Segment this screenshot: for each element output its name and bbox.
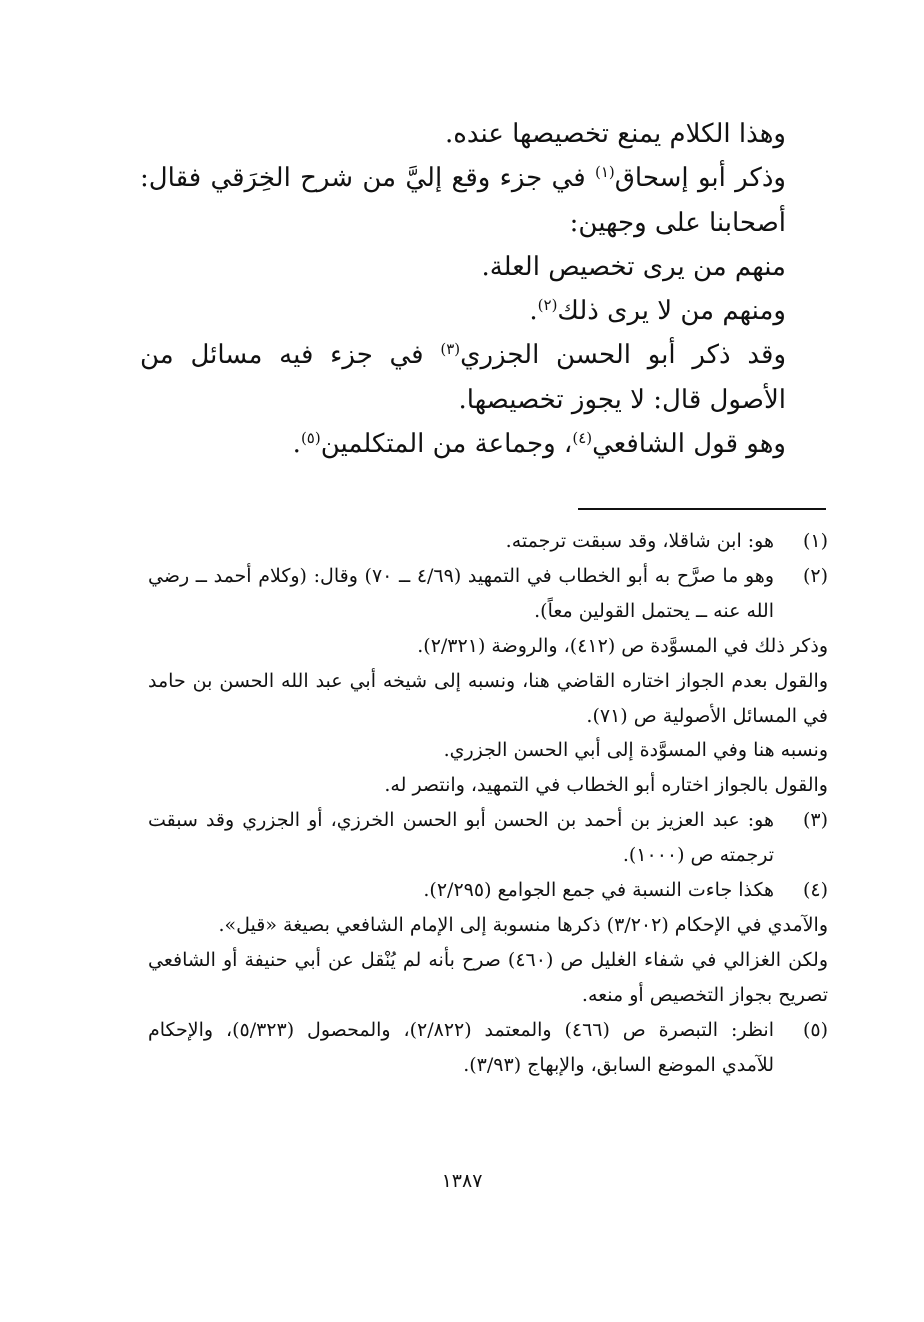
- main-text: [140, 112, 824, 466]
- main-paragraph: [140, 333, 824, 422]
- footnote-line: ونسبه هنا وفي المسوَّدة إلى أبي الحسن الجزري.: [443, 739, 828, 762]
- paragraph-text: وهذا الكلام يمنع تخصيصها عنده.: [444, 119, 786, 149]
- footnote-4: [148, 873, 828, 1013]
- footnote-number: (٤): [802, 879, 828, 902]
- paragraph-text: وقد ذكر أبو الحسن الجزري: [460, 340, 787, 371]
- footnote-line: والقول بعدم الجواز اختاره القاضي هنا، ونسبه إلى شيخه أبي عبد الله الحسن بن حامد في المسائل الأصولية ص (٧١).: [148, 669, 828, 727]
- footnote-divider: [578, 508, 826, 510]
- footnote-body: [148, 803, 774, 873]
- footnote-line: هكذا جاءت النسبة في جمع الجوامع (٢/٢٩٥).: [423, 879, 774, 902]
- footnote-number: (٣): [802, 809, 828, 832]
- main-paragraph: [140, 156, 824, 245]
- footnote-ref-1[interactable]: (١): [594, 163, 615, 182]
- footnote-body: [148, 524, 774, 559]
- footnote-line: وذكر ذلك في المسوَّدة ص (٤١٢)، والروضة (٢/٣٢١).: [417, 634, 828, 657]
- footnote-line: انظر: التبصرة ص (٤٦٦) والمعتمد (٢/٨٢٢)، والمحصول (٥/٣٢٣)، والإحكام للآمدي الموضع السابق، والإبهاج (٣/٩٣).: [148, 1018, 774, 1076]
- paragraph-text: منهم من يرى تخصيص العلة.: [481, 251, 786, 282]
- footnote-line: ولكن الغزالي في شفاء الغليل ص (٤٦٠) صرح بأنه لم يُنْقل عن أبي حنيفة أو الشافعي تصريح بجواز التخصيص أو منعه.: [148, 948, 829, 1006]
- paragraph-text: .: [292, 429, 301, 460]
- footnote-body: [148, 873, 829, 1013]
- footnote-line: والقول بالجواز اختاره أبو الخطاب في التمهيد، وانتصر له.: [384, 774, 828, 797]
- paragraph-text: .: [529, 296, 538, 327]
- footnote-ref-4[interactable]: (٤): [572, 429, 593, 448]
- paragraph-text: وذكر أبو إسحاق: [614, 163, 786, 194]
- footnote-number: (٥): [802, 1018, 828, 1041]
- footnote-5: [148, 1013, 828, 1083]
- footnote-line: هو: عبد العزيز بن أحمد بن الحسن أبو الحسن الخرزي، أو الجزري وقد سبقت ترجمته ص (١٠٠٠).: [148, 809, 774, 867]
- main-paragraph: [140, 112, 824, 156]
- footnote-line: والآمدي في الإحكام (٣/٢٠٢) ذكرها منسوبة إلى الإمام الشافعي بصيغة «قيل».: [218, 913, 828, 936]
- footnote-line: وهو ما صرَّح به أبو الخطاب في التمهيد (٤/٦٩ ــ ٧٠) وقال: (وكلام أحمد ــ رضي الله عنه ــ يحتمل القولين معاً).: [148, 564, 774, 622]
- main-paragraph: [140, 245, 824, 289]
- paragraph-text: في جزء فيه مسائل من الأصول قال: لا يجوز تخصيصها.: [140, 340, 786, 415]
- footnote-ref-5[interactable]: (٥): [300, 429, 321, 448]
- footnotes: [148, 524, 828, 1083]
- footnote-ref-2[interactable]: (٢): [537, 296, 558, 315]
- footnote-1: [148, 524, 828, 559]
- page-number: ١٣٨٧: [441, 1170, 483, 1192]
- footnote-ref-3[interactable]: (٣): [440, 340, 461, 359]
- footnote-number: (١): [802, 530, 828, 552]
- footnote-body: [148, 559, 828, 803]
- main-paragraph: [140, 289, 824, 333]
- main-paragraph: [140, 422, 824, 466]
- footnote-body: [148, 1013, 774, 1083]
- paragraph-text: ومنهم من لا يرى ذلك: [557, 296, 786, 327]
- paragraph-text: وهو قول الشافعي: [592, 429, 786, 460]
- paragraph-text: في جزء وقع إليَّ من شرح الخِرَقي فقال: أصحابنا على وجهين:: [140, 163, 786, 238]
- footnote-line: هو: ابن شاقلا، وقد سبقت ترجمته.: [505, 530, 774, 552]
- footnote-2: [148, 559, 828, 803]
- footnote-number: (٢): [802, 564, 828, 587]
- paragraph-text: ، وجماعة من المتكلمين: [320, 429, 573, 460]
- footnote-3: [148, 803, 828, 873]
